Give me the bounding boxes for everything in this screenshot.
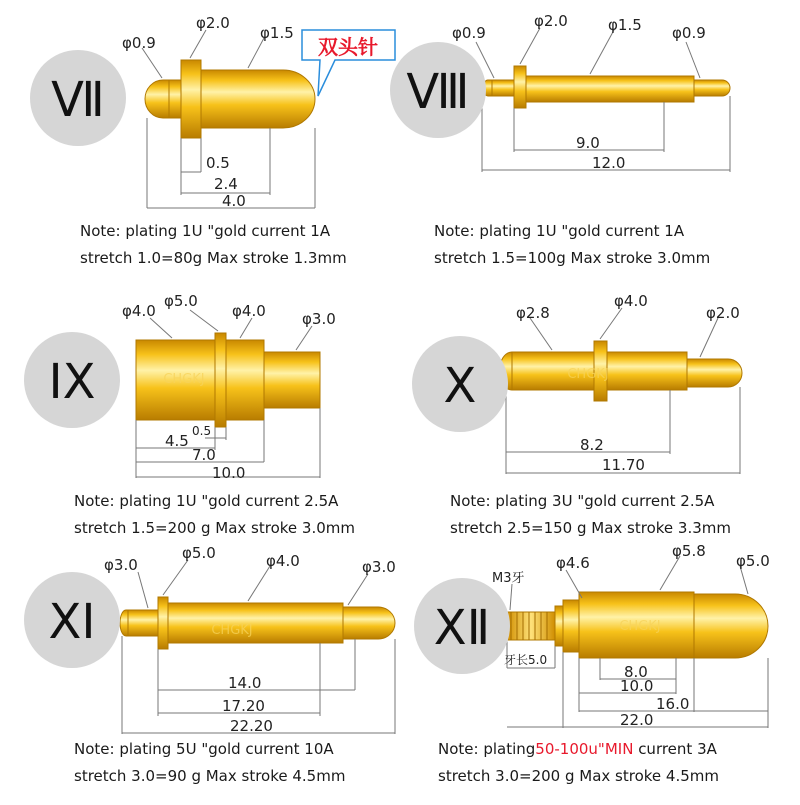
numeral-7: Ⅶ <box>51 72 105 128</box>
pin-7-diameter: φ2.0 <box>196 14 230 32</box>
note-prefix: Note: plating <box>438 740 536 758</box>
pin-12-length: 22.0 <box>620 711 654 729</box>
pin-10-body <box>499 341 742 401</box>
pin-12-thread-label: M3牙 <box>492 571 525 586</box>
watermark: CHGKJ <box>567 367 609 382</box>
note-line: Note: plating 1U "gold current 2.5A <box>74 492 339 510</box>
pin-7-body <box>145 60 315 138</box>
pin-12-length: 10.0 <box>620 677 654 695</box>
pin-8-body <box>483 66 730 108</box>
note-line: Note: plating 5U "gold current 10A <box>74 740 334 758</box>
pin-10-length: 8.2 <box>580 436 604 454</box>
pin-8-length: 12.0 <box>592 154 626 172</box>
pin-8-note <box>434 218 710 272</box>
callout-text: 双头针 <box>318 35 378 59</box>
pin-8-diameter: φ0.9 <box>452 24 486 42</box>
numeral-8: Ⅷ <box>406 64 470 120</box>
pin-7-diameter: φ0.9 <box>122 34 156 52</box>
pin-9-note <box>74 488 355 542</box>
pin-9-diameter: φ5.0 <box>164 292 198 310</box>
pin-9-diameter: φ3.0 <box>302 310 336 328</box>
watermark: CHGKJ <box>211 623 253 638</box>
pin-11-diameter: φ4.0 <box>266 552 300 570</box>
numeral-11: XI <box>48 594 96 650</box>
numeral-12: XⅡ <box>433 600 491 656</box>
note-line: stretch 1.5=200 g Max stroke 3.0mm <box>74 519 355 537</box>
pin-8-diameter: φ2.0 <box>534 12 568 30</box>
note-line: Note: plating 1U "gold current 1A <box>80 222 331 240</box>
pin-12-thread-length: 牙长5.0 <box>504 653 548 667</box>
watermark: CHGKJ <box>619 619 661 634</box>
pin-7-note <box>80 218 347 272</box>
pin-8-diameter: φ1.5 <box>608 16 642 34</box>
pin-10-diameter: φ2.8 <box>516 304 550 322</box>
pin-11-diameter: φ3.0 <box>104 556 138 574</box>
note-line: stretch 3.0=90 g Max stroke 4.5mm <box>74 767 346 785</box>
note-suffix: current 3A <box>633 740 717 758</box>
pin-9-diameter: φ4.0 <box>122 302 156 320</box>
pin-10-dimension-lines <box>506 308 740 474</box>
pin-11-length: 17.20 <box>222 697 265 715</box>
pin-11-length: 14.0 <box>228 674 262 692</box>
pin-9-length: 7.0 <box>192 446 216 464</box>
numeral-10: X <box>443 358 477 414</box>
pin-7-length: 4.0 <box>222 192 246 210</box>
watermark: CHGKJ <box>163 372 205 387</box>
pin-11-diameter: φ5.0 <box>182 544 216 562</box>
numeral-9: IX <box>48 354 96 410</box>
pin-12-diameter: φ5.8 <box>672 542 706 560</box>
pin-9-length: 0.5 <box>192 424 212 438</box>
note-line <box>438 736 719 763</box>
pin-9-length: 4.5 <box>165 432 189 450</box>
pin-8-diameter: φ0.9 <box>672 24 706 42</box>
pin-7-diameter: φ1.5 <box>260 24 294 42</box>
pin-12-diameter: φ5.0 <box>736 552 770 570</box>
pin-11-body <box>120 597 395 649</box>
pin-10-diameter: φ4.0 <box>614 292 648 310</box>
pin-12-length: 8.0 <box>624 663 648 681</box>
pin-11-length: 22.20 <box>230 717 273 735</box>
note-line: Note: plating 3U "gold current 2.5A <box>450 492 715 510</box>
pin-12-diameter: φ4.6 <box>556 554 590 572</box>
pin-7-length: 2.4 <box>214 175 238 193</box>
note-line: stretch 2.5=150 g Max stroke 3.3mm <box>450 519 731 537</box>
pin-10-length: 11.70 <box>602 456 645 474</box>
note-line: stretch 3.0=200 g Max stroke 4.5mm <box>438 767 719 785</box>
pin-7-length: 0.5 <box>206 154 230 172</box>
pin-9-diameter: φ4.0 <box>232 302 266 320</box>
note-line: Note: plating 1U "gold current 1A <box>434 222 685 240</box>
pin-11-note <box>74 736 345 790</box>
note-line: stretch 1.0=80g Max stroke 1.3mm <box>80 249 347 267</box>
pin-11-diameter: φ3.0 <box>362 558 396 576</box>
pin-8-length: 9.0 <box>576 134 600 152</box>
pin-9-length: 10.0 <box>212 464 246 482</box>
pin-10-diameter: φ2.0 <box>706 304 740 322</box>
pin-10-note <box>450 488 731 542</box>
pin-12-note <box>438 736 719 790</box>
note-plating-highlight: 50-100u"MIN <box>535 740 634 758</box>
pin-12-length: 16.0 <box>656 695 690 713</box>
note-line: stretch 1.5=100g Max stroke 3.0mm <box>434 249 711 267</box>
